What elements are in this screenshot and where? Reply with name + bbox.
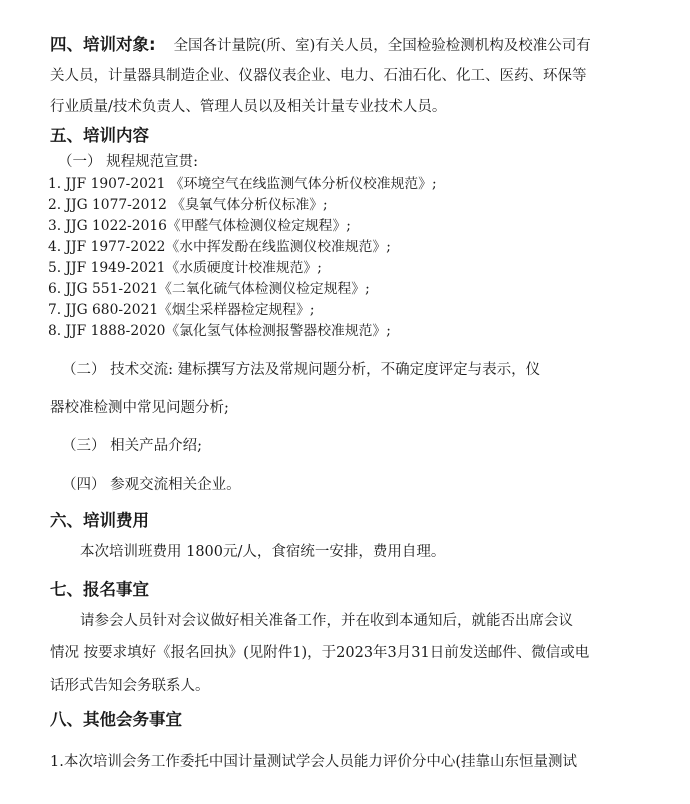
- section-7-heading: 七、报名事宜: [50, 580, 149, 599]
- section-7-text-2: 情况 按要求填好《报名回执》(见附件1)，于2023年3月31日前发送邮件、微信或电: [50, 645, 590, 661]
- list-item: 2. JJG 1077-2012 《臭氧气体分析仪标准》;: [48, 197, 328, 213]
- section-5-subheading-2-cont: 器校准检测中常见问题分析;: [50, 400, 229, 416]
- list-item: 1. JJF 1907-2021 《环境空气在线监测气体分析仪校准规范》;: [48, 176, 437, 192]
- section-5-heading: 五、培训内容: [50, 126, 149, 145]
- list-item: 3. JJG 1022-2016《甲醛气体检测仪检定规程》;: [48, 218, 351, 234]
- section-8-heading: 八、其他会务事宜: [50, 710, 182, 729]
- section-6-text: 本次培训班费用 1800元/人，食宿统一安排，费用自理。: [80, 544, 446, 560]
- section-7-text-3: 话形式告知会务联系人。: [50, 678, 210, 694]
- section-4-line-1: [50, 35, 591, 56]
- list-item: 8. JJF 1888-2020《氯化氢气体检测报警器校准规范》;: [48, 323, 391, 339]
- section-4-text-2: 关人员，计量器具制造企业、仪器仪表企业、电力、石油石化、化工、医药、环保等: [50, 68, 587, 84]
- section-5-subheading-4: （四） 参观交流相关企业。: [62, 477, 241, 493]
- section-5-subheading-1: （一） 规程规范宣贯:: [58, 154, 198, 170]
- section-4-heading: 四、培训对象:: [50, 35, 156, 54]
- section-8-text-1: 1.本次培训会务工作委托中国计量测试学会人员能力评价分中心(挂靠山东恒量测试: [50, 754, 577, 770]
- section-5-subheading-2: （二） 技术交流: 建标撰写方法及常规问题分析，不确定度评定与表示，仪: [62, 362, 541, 378]
- section-6-heading: 六、培训费用: [50, 511, 149, 530]
- section-5-subheading-3: （三） 相关产品介绍;: [62, 438, 202, 454]
- section-7-text-1: 请参会人员针对会议做好相关准备工作，并在收到本通知后，就能否出席会议: [80, 613, 573, 629]
- section-4-text-1: 全国各计量院(所、室)有关人员，全国检验检测机构及校准公司有: [173, 38, 591, 54]
- list-item: 7. JJG 680-2021《烟尘采样器检定规程》;: [48, 302, 315, 318]
- list-item: 6. JJG 551-2021《二氧化硫气体检测仪检定规程》;: [48, 281, 370, 297]
- list-item: 4. JJF 1977-2022《水中挥发酚在线监测仪校准规范》;: [48, 239, 391, 255]
- section-4-text-3: 行业质量/技术负责人、管理人员以及相关计量专业技术人员。: [50, 99, 447, 115]
- list-item: 5. JJF 1949-2021《水质硬度计校准规范》;: [48, 260, 322, 276]
